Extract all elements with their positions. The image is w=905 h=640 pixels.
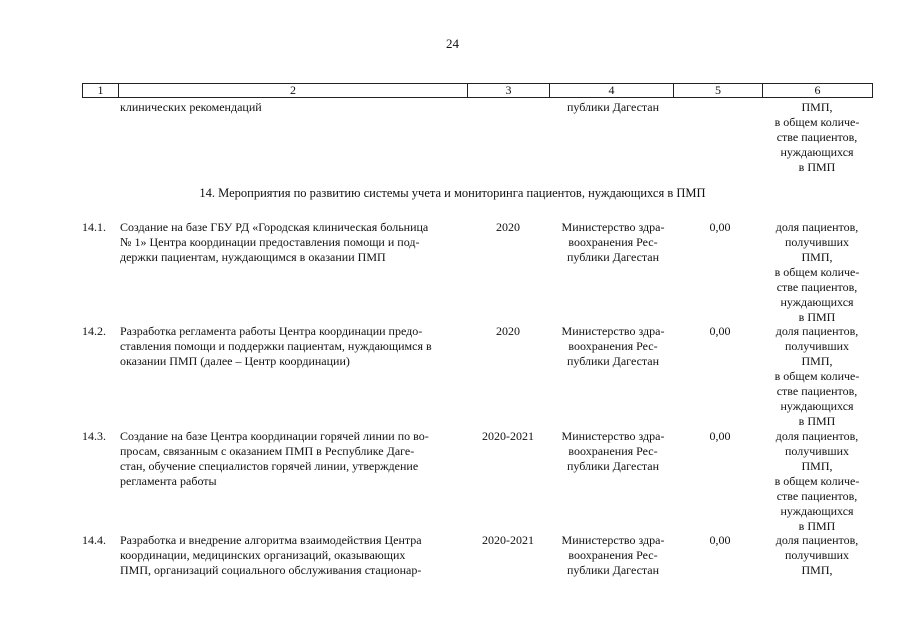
row-financing: 0,00 (709, 324, 731, 338)
row-financing: 0,00 (709, 220, 731, 234)
continuation-indicator: ПМП, в общем количе- стве пациентов, нуждающихся в ПМП (774, 100, 860, 174)
column-header-4: 4 (550, 84, 674, 98)
row-indicator: доля пациентов, получивших ПМП, в общем количе- стве пациентов, нуждающихся в ПМП (774, 220, 860, 324)
column-header-3: 3 (468, 84, 550, 98)
row-year: 2020 (496, 220, 520, 234)
continuation-executor: публики Дагестан (566, 100, 660, 114)
row-indicator: доля пациентов, получивших ПМП, в общем количе- стве пациентов, нуждающихся в ПМП (774, 429, 860, 533)
section-title: 14. Мероприятия по развитию системы учета и мониторинга пациентов, нуждающихся в ПМП (199, 186, 706, 200)
row-number: 14.3. (82, 429, 106, 443)
column-header-1: 1 (83, 84, 119, 98)
page-number: 24 (446, 36, 459, 51)
row-executor: Министерство здра- воохранения Рес- публики Дагестан (561, 220, 665, 264)
row-year: 2020-2021 (482, 429, 534, 443)
column-header-2: 2 (119, 84, 468, 98)
row-executor: Министерство здра- воохранения Рес- публики Дагестан (561, 324, 665, 368)
row-executor: Министерство здра- воохранения Рес- публики Дагестан (561, 429, 665, 473)
row-indicator: доля пациентов, получивших ПМП, (775, 533, 859, 577)
row-description: Создание на базе ГБУ РД «Городская клиническая больница № 1» Центра координации предоставления помощи и под- держки пациентам, нуждающимся в оказании ПМП (120, 220, 429, 264)
column-number-header (82, 83, 873, 98)
row-year: 2020 (496, 324, 520, 338)
row-number: 14.2. (82, 324, 106, 338)
row-number: 14.4. (82, 533, 106, 547)
row-financing: 0,00 (709, 429, 731, 443)
row-year: 2020-2021 (482, 533, 534, 547)
column-header-5: 5 (674, 84, 763, 98)
row-number: 14.1. (82, 220, 106, 234)
row-description: Разработка и внедрение алгоритма взаимодействия Центра координации, медицинских организаций, оказывающих ПМП, организаций социального обслуживания стационар- (120, 533, 422, 577)
row-indicator: доля пациентов, получивших ПМП, в общем количе- стве пациентов, нуждающихся в ПМП (774, 324, 860, 428)
row-financing: 0,00 (709, 533, 731, 547)
row-description: Разработка регламента работы Центра координации предо- ставления помощи и поддержки пациентам, нуждающимся в оказании ПМП (далее – Центр координации) (120, 324, 432, 368)
row-executor: Министерство здра- воохранения Рес- публики Дагестан (561, 533, 665, 577)
row-description: Создание на базе Центра координации горячей линии по во- просам, связанным с оказанием ПМП в Республике Даге- стан, обучение специалистов горячей линии, утверждение регламента работы (120, 429, 429, 488)
column-header-6: 6 (763, 84, 873, 98)
continuation-description: клинических рекомендаций (120, 100, 262, 114)
